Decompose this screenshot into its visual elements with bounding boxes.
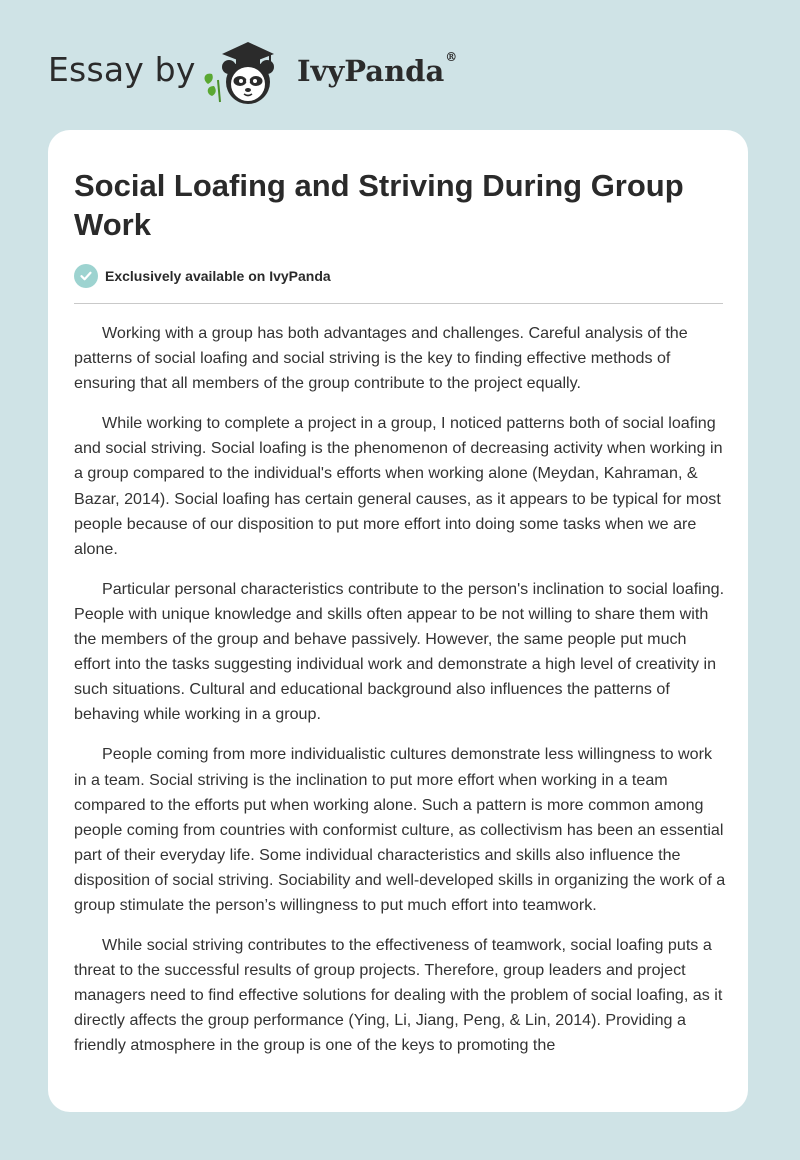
exclusive-badge bbox=[74, 264, 331, 288]
essay-by-label: Essay by bbox=[48, 50, 196, 89]
site-header bbox=[0, 0, 800, 130]
brand-name[interactable]: IvyPanda® bbox=[297, 50, 458, 88]
badge-label: Exclusively available on IvyPanda bbox=[105, 268, 331, 284]
registered-mark: ® bbox=[445, 50, 458, 64]
paragraph: While social striving contributes to the effectiveness of teamwork, social loafing puts a threat to the successful results of group projects. Therefore, group leaders and project managers need to find effective solutions for dealing with the problem of social loafing, as it directly affects the group performance (Ying, Li, Jiang, Peng, & Lin, 2014). Providing a friendly atmosphere in the group is one of the keys to promoting the bbox=[74, 936, 723, 1055]
panda-graduate-icon[interactable] bbox=[200, 36, 292, 108]
check-icon bbox=[74, 264, 98, 288]
leaf-sprig bbox=[205, 74, 220, 102]
paragraph: While working to complete a project in a group, I noticed patterns both of social loafing and social striving. Social loafing is the phenomenon of decreasing activity when working in a group compared to the individual's efforts when working alone (Meydan, Kahraman, & Bazar, 2014). Social loafing has certain general causes, as it appears to be typical for most people because of our disposition to put more effort into doing some tasks when we are alone. bbox=[74, 414, 723, 558]
essay-card bbox=[48, 130, 748, 1112]
divider bbox=[74, 303, 723, 304]
paragraph: Particular personal characteristics contribute to the person's inclination to social loafing. People with unique knowledge and skills often appear to be not willing to share them with the members of the group and behave passively. However, the same people put much effort into the tasks suggesting individual work and demonstrate a high level of creativity in such situations. Cultural and educational background also influences the patterns of behaving while working in a group. bbox=[74, 579, 725, 724]
paragraph: People coming from more individualistic cultures demonstrate less willingness to work in a team. Social striving is the inclination to put more effort when working in a team compared to the efforts put when working alone. Such a pattern is more common among people coming from countries with conformist culture, as collectivism has been an essential part of their everyday life. Some individual characteristics and skills also influence the disposition of social striving. Sociability and well-developed skills in organizing the work of a group stimulate the person’s willingness to put much effort into teamwork. bbox=[74, 745, 726, 914]
page-title: Social Loafing and Striving During Group Work bbox=[74, 168, 684, 242]
essay-body bbox=[74, 321, 726, 1074]
paragraph: Working with a group has both advantages and challenges. Careful analysis of the patterns of social loafing and social striving is the key to finding effective methods of ensuring that all members of the group contribute to the project equally. bbox=[74, 324, 688, 393]
